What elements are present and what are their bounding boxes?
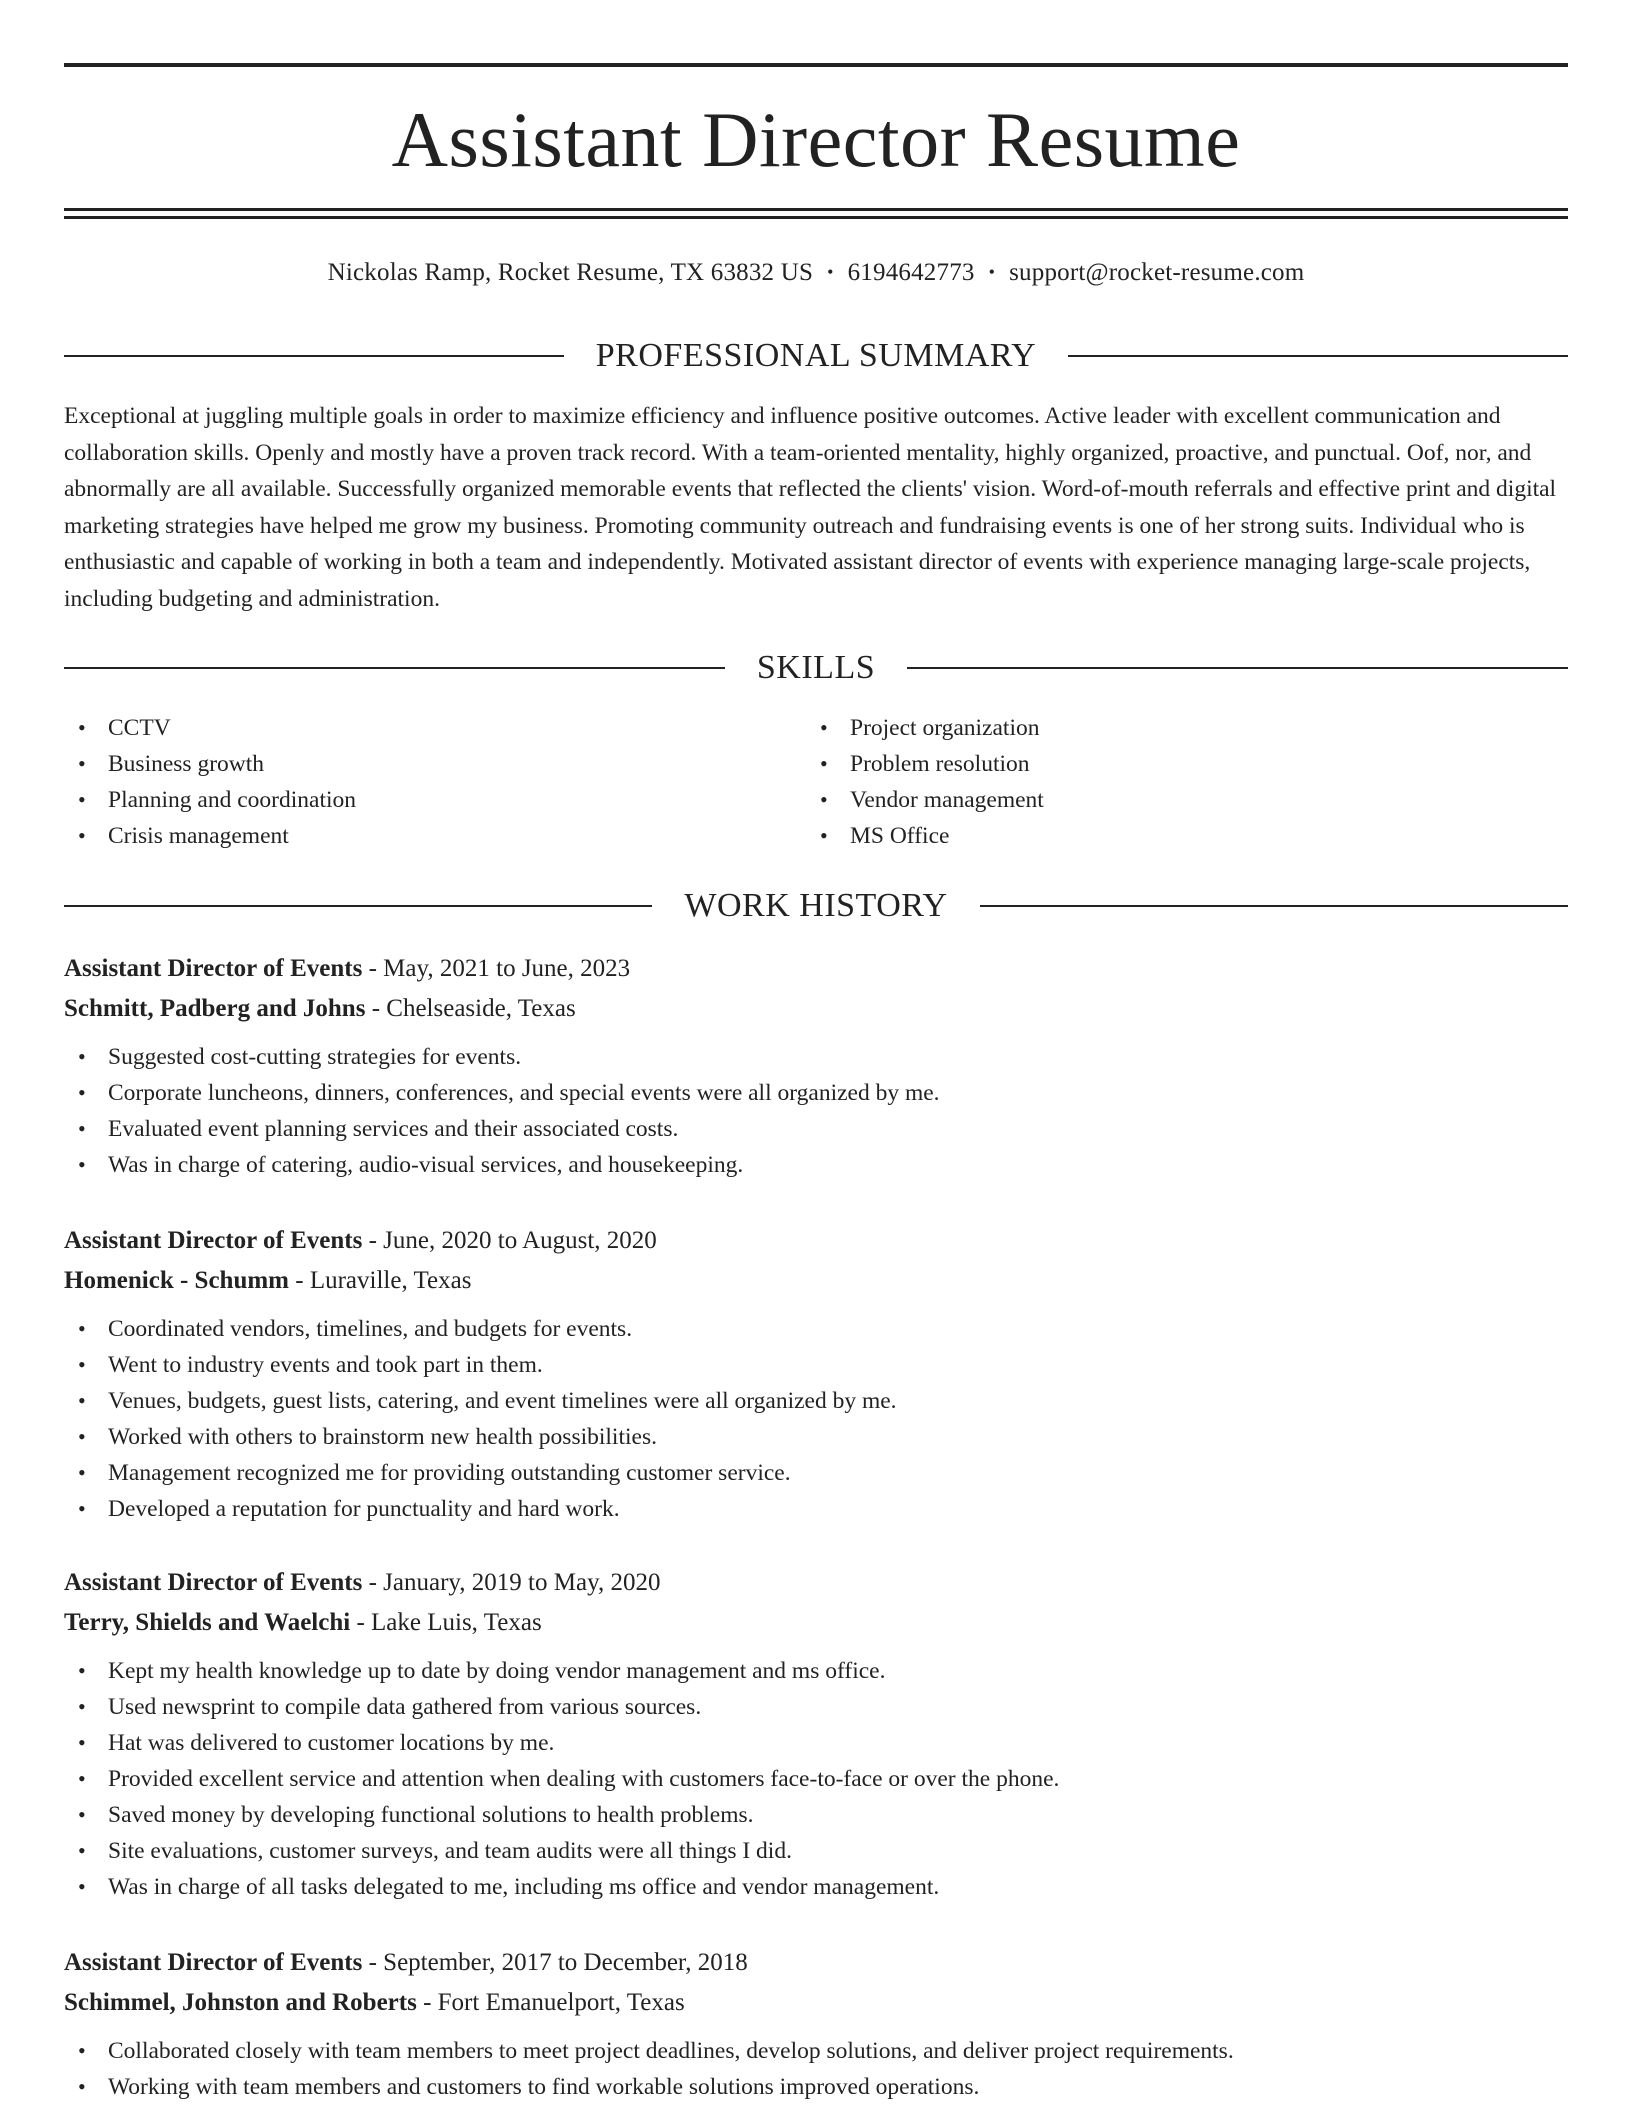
job-duties	[64, 1311, 1568, 1527]
title-double-rule-lower	[64, 216, 1568, 219]
job-duty: • Corporate luncheons, dinners, conferences, and special events were all organized by me.	[108, 1075, 1568, 1111]
section-rule-left	[64, 667, 725, 669]
job-title-line	[64, 949, 1568, 989]
job-title-line	[64, 1943, 1568, 1983]
skill-item: • Crisis management	[108, 818, 806, 854]
contact-line	[64, 254, 1568, 291]
contact-separator: •	[988, 262, 996, 282]
job-entry	[64, 949, 1568, 1183]
job-entry	[64, 1563, 1568, 1905]
skill-item: • Business growth	[108, 746, 806, 782]
job-duty: • Saved money by developing functional solutions to health problems.	[108, 1797, 1568, 1833]
job-duty: • Collaborated closely with team members to meet project deadlines, develop solutions, and deliver project requirements.	[108, 2033, 1568, 2069]
job-duty: • Coordinated vendors, timelines, and budgets for events.	[108, 1311, 1568, 1347]
job-duties	[64, 1653, 1568, 1905]
job-duty: • Went to industry events and took part in them.	[108, 1347, 1568, 1383]
section-title: WORK HISTORY	[684, 887, 948, 924]
job-entry	[64, 1943, 1568, 2105]
job-company-line	[64, 989, 1568, 1029]
job-company-line	[64, 1983, 1568, 2023]
job-role: Assistant Director of Events	[64, 955, 363, 982]
job-dates: - May, 2021 to June, 2023	[362, 955, 631, 982]
skill-item: • MS Office	[850, 818, 1548, 854]
job-title-line	[64, 1563, 1568, 1603]
skills-list	[64, 710, 1568, 854]
job-duty: • Hat was delivered to customer locations by me.	[108, 1725, 1568, 1761]
job-dates: - September, 2017 to December, 2018	[362, 1949, 748, 1976]
job-title-line	[64, 1221, 1568, 1261]
job-location: - Luraville, Texas	[289, 1267, 472, 1294]
title-double-rule-upper	[64, 208, 1568, 211]
section-title: PROFESSIONAL SUMMARY	[595, 337, 1037, 374]
job-role: Assistant Director of Events	[64, 1569, 363, 1596]
job-company: Schimmel, Johnston and Roberts	[64, 1989, 417, 2016]
summary-text: Exceptional at juggling multiple goals in order to maximize efficiency and influence positive outcomes. Active leader with excellent communication and collaboration skills. Openly and mostly have a proven track record. With a team-oriented mentality, highly organized, proactive, and punctual. Oof, nor, and abnormally are all available. Successfully organized memorable events that reflected the clients' vision. Word-of-mouth referrals and effective print and digital marketing strategies have helped me grow my business. Promoting community outreach and fundraising events is one of her strong suits. Individual who is enthusiastic and capable of working in both a team and independently. Motivated assistant director of events with experience managing large-scale projects, including budgeting and administration.	[64, 403, 1557, 612]
contact-address: Nickolas Ramp, Rocket Resume, TX 63832 US	[327, 259, 814, 286]
skills-column-right	[806, 710, 1548, 854]
contact-email: support@rocket-resume.com	[1009, 259, 1305, 286]
section-rule-left	[64, 355, 564, 357]
job-duty: • Was in charge of catering, audio-visual services, and housekeeping.	[108, 1147, 1568, 1183]
job-duty: • Evaluated event planning services and their associated costs.	[108, 1111, 1568, 1147]
job-duty: • Site evaluations, customer surveys, and team audits were all things I did.	[108, 1833, 1568, 1869]
section-header-summary	[64, 336, 1568, 376]
job-duties	[64, 1039, 1568, 1183]
skill-item: • CCTV	[108, 710, 806, 746]
section-rule-left	[64, 905, 652, 907]
job-company-line	[64, 1261, 1568, 1301]
job-location: - Fort Emanuelport, Texas	[416, 1989, 685, 2016]
job-location: - Lake Luis, Texas	[350, 1609, 542, 1636]
section-header-skills	[64, 648, 1568, 688]
job-duty: • Provided excellent service and attention when dealing with customers face-to-face or over the phone.	[108, 1761, 1568, 1797]
skill-item: • Problem resolution	[850, 746, 1548, 782]
job-duty: • Suggested cost-cutting strategies for events.	[108, 1039, 1568, 1075]
job-company: Homenick - Schumm	[64, 1267, 289, 1294]
section-rule-right	[1068, 355, 1568, 357]
job-duties	[64, 2033, 1568, 2105]
job-company: Schmitt, Padberg and Johns	[64, 995, 366, 1022]
section-rule-right	[980, 905, 1568, 907]
section-rule-right	[907, 667, 1568, 669]
resume-title: Assistant Director Resume	[391, 96, 1241, 183]
contact-separator: •	[827, 262, 834, 282]
job-duty: • Kept my health knowledge up to date by doing vendor management and ms office.	[108, 1653, 1568, 1689]
job-duty: • Working with team members and customers to find workable solutions improved operations.	[108, 2069, 1568, 2105]
skill-item: • Vendor management	[850, 782, 1548, 818]
job-entry	[64, 1221, 1568, 1527]
job-duty: • Developed a reputation for punctuality and hard work.	[108, 1491, 1568, 1527]
skill-item: • Project organization	[850, 710, 1548, 746]
job-company-line	[64, 1603, 1568, 1643]
job-role: Assistant Director of Events	[64, 1949, 363, 1976]
job-duty: • Was in charge of all tasks delegated to me, including ms office and vendor management.	[108, 1869, 1568, 1905]
top-rule	[64, 63, 1568, 67]
job-role: Assistant Director of Events	[64, 1227, 363, 1254]
section-header-work	[64, 886, 1568, 926]
job-duty: • Management recognized me for providing outstanding customer service.	[108, 1455, 1568, 1491]
job-dates: - June, 2020 to August, 2020	[362, 1227, 657, 1254]
job-duty: • Venues, budgets, guest lists, catering, and event timelines were all organized by me.	[108, 1383, 1568, 1419]
skills-column-left	[64, 710, 806, 854]
job-duty: • Worked with others to brainstorm new health possibilities.	[108, 1419, 1568, 1455]
job-duty: • Used newsprint to compile data gathered from various sources.	[108, 1689, 1568, 1725]
skill-item: • Planning and coordination	[108, 782, 806, 818]
job-company: Terry, Shields and Waelchi	[64, 1609, 351, 1636]
job-dates: - January, 2019 to May, 2020	[362, 1569, 661, 1596]
job-location: - Chelseaside, Texas	[365, 995, 576, 1022]
contact-phone: 6194642773	[847, 259, 975, 286]
section-title: SKILLS	[756, 649, 876, 686]
